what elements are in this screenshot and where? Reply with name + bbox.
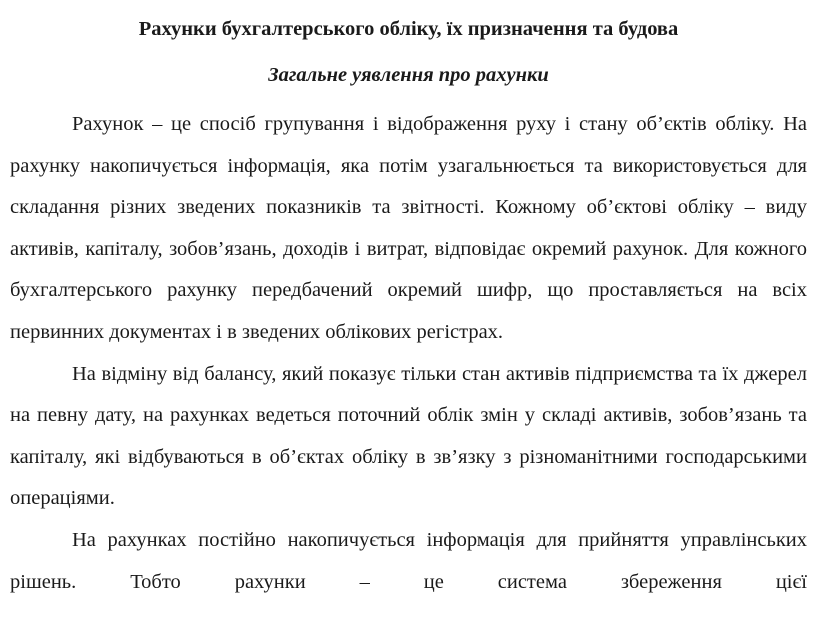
paragraph-1: Рахунок – це спосіб групування і відображення руху і стану об’єктів обліку. На рахунку накопичується інформація, яка потім узагальнюється та використовується для складання різних зведених показників та звітності. Кожному об’єктові обліку – виду активів, капіталу, зобов’язань, доходів і витрат, відповідає окремий рахунок. Для кожного бухгалтерського рахунку передбачений окремий шифр, що проставляється на всіх первинних документах і в зведених облікових регістрах. — [10, 113, 807, 343]
paragraph-3: На рахунках постійно накопичується інформація для прийняття управлінських рішень. Тобто рахунки – це система збереження цієї — [10, 528, 807, 593]
document-title: Рахунки бухгалтерського обліку, їх призначення та будова — [138, 18, 679, 40]
section-subtitle: Загальне уявлення про рахунки — [268, 64, 549, 86]
paragraph-2: На відміну від балансу, який показує тільки стан активів підприємства та їх джерел на певну дату, на рахунках ведеться поточний облік змін у складі активів, зобов’язань та капіталу, які відбуваються в об’єктах обліку в зв’язку з різноманітними господарськими операціями. — [10, 362, 807, 510]
document-body — [10, 104, 807, 603]
